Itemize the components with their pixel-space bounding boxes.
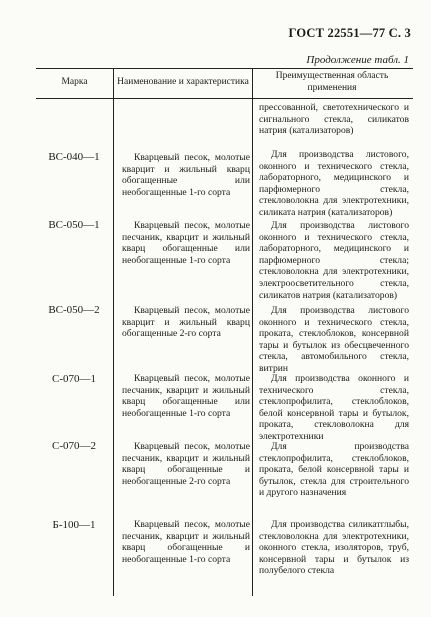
column-header-name: Наименование и характеристика <box>117 77 249 87</box>
document-code: ГОСТ 22551—77 С. 3 <box>288 26 411 40</box>
row-application: Для производства листового, оконного и технического стекла, лабораторного, медицинского и парфюмерного стекла, стекловолокна для электротехники, силиката натрия (катализаторов) <box>259 149 409 218</box>
row-application: Для производства листового оконного и технического стекла, лабораторного, медицинского и парфюмерного стекла; стекловолокна для электротехники, электроосветительного стекла, силикатов натрия (катализаторов) <box>259 220 409 301</box>
row-application: Для производства силикатглыбы, стекловолокна для электротехники, оконного стекла, изоляторов, труб, консервной тары и бутылок из полубелого стекла <box>259 519 409 577</box>
column-divider-2 <box>252 68 253 596</box>
row-mark: ВС-050—2 <box>48 304 100 316</box>
row-name: Кварцевый песок, молотые кварцит и жильный кварц обогащенные или необогащенные 1-го сорта <box>122 152 250 198</box>
row-application: Для производства листового оконного и технического стекла, проката, стеклоблоков, консервной тары и бутылок из обесцвеченного стекла, автомобильного стекла, витрин <box>259 305 409 374</box>
column-header-application: Преимущественная область применения <box>275 71 389 93</box>
row-name: Кварцевый песок, молотые песчаник, кварцит и жильный кварц обогащенные или необогащенные 1-го сорта <box>122 220 250 266</box>
table-header-rule <box>36 98 413 99</box>
row-mark: ВС-050—1 <box>48 219 100 231</box>
row-mark: С-070—2 <box>52 440 96 452</box>
row-mark: Б-100—1 <box>52 519 96 531</box>
continued-application-text: прессованной, светотехнического и сигнального стекла, силикатов натрия (катализаторов) <box>259 102 409 137</box>
row-name: Кварцевый песок, молотые кварцит и жильный кварц обогащенные 2-го сорта <box>122 305 250 340</box>
row-mark: С-070—1 <box>52 373 96 385</box>
column-divider-1 <box>113 68 114 596</box>
table-continuation-label: Продолжение табл. 1 <box>306 54 409 66</box>
row-name: Кварцевый песок, молотые песчаник, кварцит и жильный кварц обогащенные и необогащенные 2-го сорта <box>122 441 250 487</box>
row-application: Для производства оконного и технического стекла, стеклопрофилита, стеклоблоков, белой консервной тары и бутылок, проката, стекловолокна для электротехники <box>259 373 409 442</box>
table-top-rule <box>36 68 413 69</box>
column-header-mark: Марка <box>61 77 88 87</box>
row-name: Кварцевый песок, молотые песчаник, кварцит и жильный кварц обогащенные и необогащенные 1-го сорта <box>122 519 250 565</box>
row-name: Кварцевый песок, молотые песчаник, кварцит и жильный кварц обогащенные или необогащенные 1-го сорта <box>122 373 250 419</box>
row-mark: ВС-040—1 <box>48 151 100 163</box>
row-application: Для производства стеклопрофилита, стеклоблоков, проката, белой консервной тары и бутылок, стекла для строительного и другого назначения <box>259 441 409 499</box>
